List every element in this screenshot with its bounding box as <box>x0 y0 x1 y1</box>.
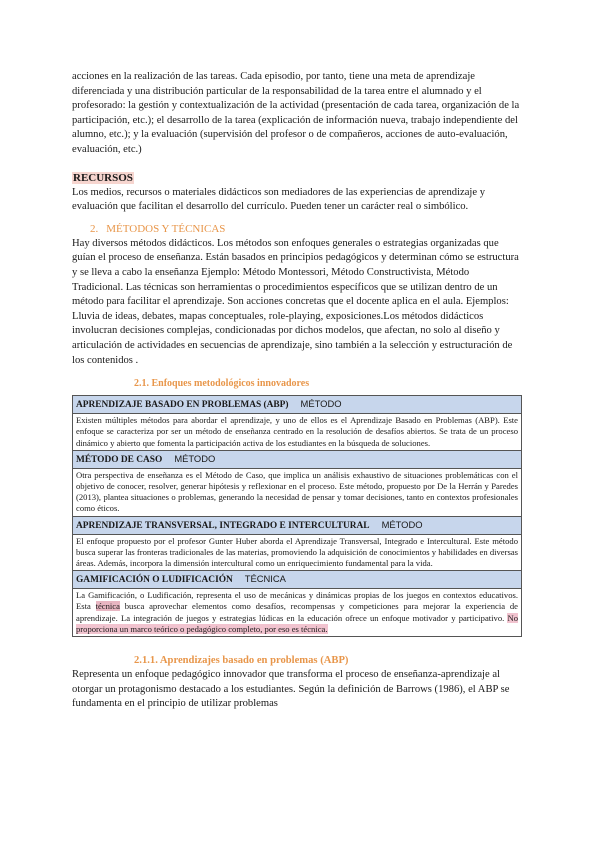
abp-title: APRENDIZAJE BASADO EN PROBLEMAS (ABP) <box>76 400 289 411</box>
table-row <box>73 534 522 571</box>
gamificacion-text-b: busca aprovechar elementos como desafíos, recompensas y competiciones para mejorar la experiencia de aprendizaje. La integración de juegos y estrategias lúdicas en la educación ofrece un enfoque motivador y participativo. <box>76 601 518 623</box>
gamificacion-text-a: La Gamificación, o Ludificación, representa el uso de mecánicas y dinámicas propias de los juegos en contextos educativos. Esta <box>76 590 518 612</box>
metodos-title: MÉTODOS Y TÉCNICAS <box>106 222 226 235</box>
metodos-number: 2. <box>90 222 99 235</box>
caso-title: MÉTODO DE CASO <box>76 454 163 465</box>
gamificacion-text <box>73 589 522 637</box>
methods-table <box>72 395 522 637</box>
document-page <box>72 70 522 712</box>
metodos-paragraph: Hay diversos métodos didácticos. Los métodos son enfoques generales o estrategias organizadas que guían el proceso de enseñanza. Están basados en principios pedagógicos y determinan cómo se estructura y se lleva a cabo la enseñanza Ejemplo: Método Montessori, Método Constructivista, Método Tradicional. Las técnicas son herramientas o procedimientos específicos que se utilizan dentro de un método para facilitar el aprendizaje. Son acciones concretas que el docente aplica en el aula. Ejemplos: Lluvia de ideas, debates, mapas conceptuales, role-playing, exposiciones.Los métodos didácticos involucran decisiones complejas, condicionadas por dichos modelos, que afectan, no solo al diseño y articulación de actividades en secuencias de aprendizaje, sino también a la selección y estructuración de los contenidos . <box>72 237 519 366</box>
gamificacion-tag: TÉCNICA <box>244 573 286 585</box>
recursos-paragraph: Los medios, recursos o materiales didácticos son mediadores de las experiencias de aprendizaje y evaluación que facilitan el desarrollo del currículo. Pueden tener un carácter real o simbólico. <box>72 186 486 213</box>
transversal-tag: MÉTODO <box>381 518 423 530</box>
enfoques-heading: 2.1. Enfoques metodológicos innovadores <box>134 378 310 390</box>
table-row <box>73 468 522 516</box>
caso-tag: MÉTODO <box>174 452 216 464</box>
table-row <box>73 450 522 468</box>
table-row <box>73 414 522 451</box>
gamificacion-title: GAMIFICACIÓN O LUDIFICACIÓN <box>76 575 233 586</box>
gamificacion-header <box>73 571 522 589</box>
recursos-heading: RECURSOS <box>73 171 133 184</box>
table-row <box>73 396 522 414</box>
table-row <box>73 516 522 534</box>
caso-header <box>73 450 522 468</box>
table-row <box>73 589 522 637</box>
abp-section-heading: 2.1.1. Aprendizajes basado en problemas (ABP) <box>134 654 349 666</box>
table-row <box>73 571 522 589</box>
abp-header <box>73 396 522 414</box>
abp-section-paragraph: Representa un enfoque pedagógico innovador que transforma el proceso de enseñanza-aprendizaje al otorgar un protagonismo destacado a los estudiantes. Según la definición de Barrows (1986), el ABP se fundamenta en el principio de utilizar problemas <box>72 668 510 710</box>
abp-tag: MÉTODO <box>300 398 342 410</box>
metodos-heading <box>90 223 522 235</box>
transversal-header <box>73 516 522 534</box>
intro-paragraph: acciones en la realización de las tareas. Cada episodio, por tanto, tiene una meta de aprendizaje diferenciada y una distribución particular de la responsabilidad de la tarea entre el alumnado y el profesorado: la gestión y contextualización de la actividad (presentación de cada tarea, organización de la participación, etc.); el desarrollo de la tarea (explicación de información nueva, trabajo independiente del alumno, etc.); y la evaluación (supervisión del profesor o de compañeros, acciones de auto-evaluación, evaluación, etc.) <box>72 71 520 155</box>
transversal-title: APRENDIZAJE TRANSVERSAL, INTEGRADO E INTERCULTURAL <box>76 520 370 531</box>
transversal-text: El enfoque propuesto por el profesor Gunter Huber aborda el Aprendizaje Transversal, Integrado e Intercultural. Este método busca superar las fronteras tradicionales de las materias, promoviendo la adquisición de conocimientos y habilidades en diversas áreas. Además, incorpora la dimensión intercultural como un enriquecimiento fundamental para la vida. <box>73 534 522 571</box>
abp-text: Existen múltiples métodos para abordar el aprendizaje, y uno de ellos es el Aprendizaje Basado en Problemas (ABP). Este enfoque se caracteriza por ser un método de enseñanza centrado en la resolución de desafíos abiertos. Se trata de un proceso dinámico y abierto que fomenta la participación activa de los estudiantes en la búsqueda de soluciones. <box>73 414 522 451</box>
caso-text: Otra perspectiva de enseñanza es el Método de Caso, que implica un análisis exhaustivo de situaciones problemáticas con el objetivo de conocer, resolver, generar hipótesis y reflexionar en el proceso. Este método, propuesto por De la Herrán y Paredes (2013), plantea situaciones o problemas, generando la necesidad de pensar y tomar decisiones, tanto en contextos profesionales como éticos. <box>73 468 522 516</box>
highlight-tecnica: técnica <box>95 601 120 612</box>
highlight-conclusion: No proporciona un marco teórico o pedagógico completo, por eso es técnica. <box>76 612 518 634</box>
